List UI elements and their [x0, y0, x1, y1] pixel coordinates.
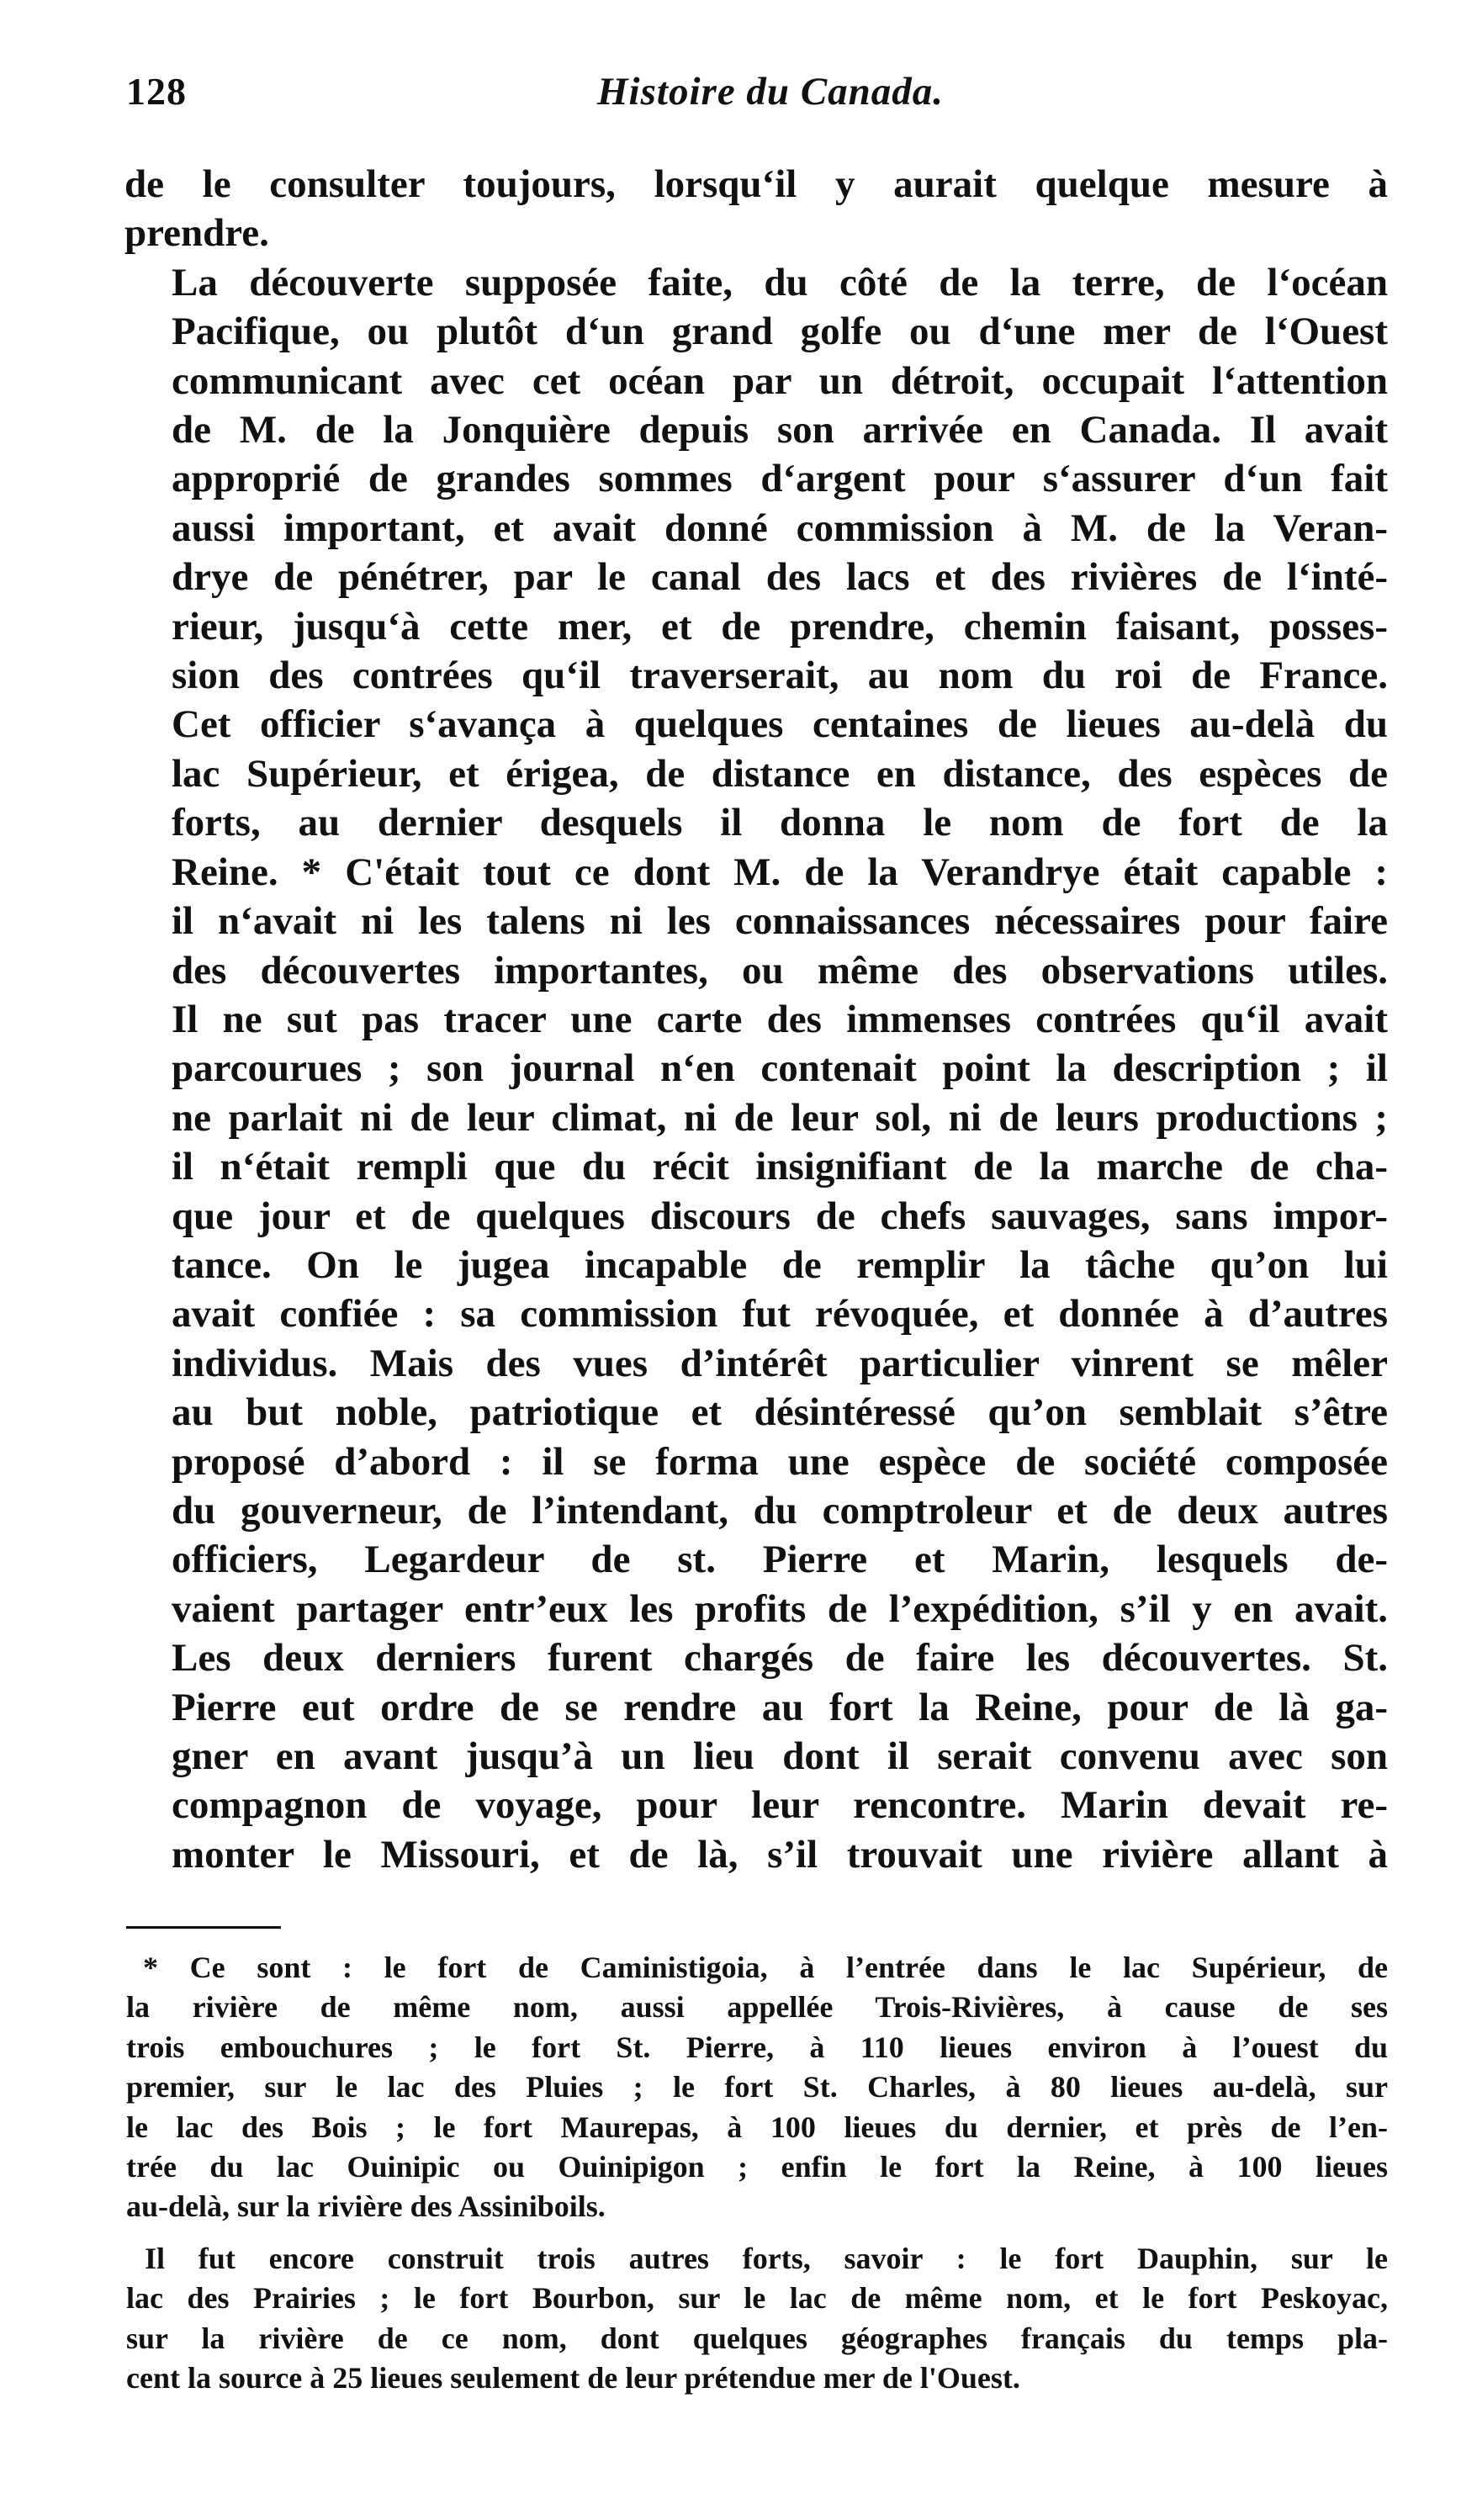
footnote-line: sur la rivière de ce nom, dont quelques géographes français du temps pla-: [126, 2321, 1388, 2355]
footnote-line: le lac des Bois ; le fort Maurepas, à 100 lieues du dernier, et près de l’en-: [126, 2110, 1388, 2144]
text-line: il n‘était rempli que du récit insignifiant de la marche de cha-: [172, 1145, 1388, 1189]
page-number: 128: [126, 70, 187, 113]
text-line: au but noble, patriotique et désintéressé qu’on semblait s’être: [172, 1390, 1388, 1435]
footnote-line: trée du lac Ouinipic ou Ouinipigon ; enfin le fort la Reine, à 100 lieues: [126, 2150, 1388, 2184]
text-line: ne parlait ni de leur climat, ni de leur sol, ni de leurs productions ;: [172, 1095, 1388, 1140]
text-line: Cet officier s‘avança à quelques centaines de lieues au-delà du: [172, 702, 1388, 747]
text-line: vaient partager entr’eux les profits de l’expédition, s’il y en avait.: [172, 1586, 1388, 1631]
footnote-divider: [126, 1926, 281, 1929]
footnote-line: cent la source à 25 lieues seulement de leur prétendue mer de l'Ouest.: [126, 2361, 1020, 2396]
footnote-line: premier, sur le lac des Pluies ; le fort St. Charles, à 80 lieues au-delà, sur: [126, 2070, 1388, 2104]
text-line: individus. Mais des vues d’intérêt particulier vinrent se mêler: [172, 1341, 1388, 1385]
text-line: gner en avant jusqu’à un lieu dont il serait convenu avec son: [172, 1734, 1388, 1778]
text-line: drye de pénétrer, par le canal des lacs et des rivières de l‘inté-: [172, 555, 1388, 600]
text-line: rieur, jusqu‘à cette mer, et de prendre, chemin faisant, posses-: [172, 604, 1388, 649]
text-line: communicant avec cet océan par un détroit, occupait l‘attention: [172, 358, 1388, 403]
footnote-line: lac des Prairies ; le fort Bourbon, sur le lac de même nom, et le fort Peskoyac,: [126, 2281, 1388, 2316]
text-line: que jour et de quelques discours de chefs sauvages, sans impor-: [172, 1194, 1388, 1238]
text-line: du gouverneur, de l’intendant, du comptroleur et de deux autres: [172, 1488, 1388, 1533]
running-title: Histoire du Canada.: [597, 70, 945, 114]
text-line: parcourues ; son journal n‘en contenait point la description ; il: [172, 1046, 1388, 1091]
footnote-line: au-delà, sur la rivière des Assiniboils.: [126, 2189, 606, 2224]
text-line: Pierre eut ordre de se rendre au fort la Reine, pour de là ga-: [172, 1685, 1388, 1729]
text-line: lac Supérieur, et érigea, de distance en distance, des espèces de: [172, 751, 1388, 796]
text-line: La découverte supposée faite, du côté de la terre, de l‘océan: [172, 260, 1388, 304]
page-header: [126, 69, 1388, 128]
text-line: forts, au dernier desquels il donna le nom de fort de la: [172, 801, 1388, 845]
footnote-line: * Ce sont : le fort de Caministigoia, à l’entrée dans le lac Supérieur, de: [143, 1951, 1388, 1984]
footnote-1: [126, 1948, 1388, 2227]
text-line: prendre.: [124, 211, 269, 256]
text-line: monter le Missouri, et de là, s’il trouvait une rivière allant à: [172, 1832, 1388, 1877]
text-line: des découvertes importantes, ou même des observations utiles.: [172, 948, 1388, 993]
text-line: proposé d’abord : il se forma une espèce de société composée: [172, 1439, 1388, 1484]
footnote-line: trois embouchures ; le fort St. Pierre, à 110 lieues environ à l’ouest du: [126, 2030, 1388, 2064]
footnote-line: la rivière de même nom, aussi appellée Trois-Rivières, à cause de ses: [126, 1990, 1388, 2025]
text-line: avait confiée : sa commission fut révoquée, et donnée à d’autres: [172, 1292, 1388, 1337]
text-line: Pacifique, ou plutôt d‘un grand golfe ou d‘une mer de l‘Ouest: [172, 310, 1388, 354]
footnote-line: Il fut encore construit trois autres forts, savoir : le fort Dauphin, sur le: [145, 2241, 1388, 2275]
text-line: Il ne sut pas tracer une carte des immenses contrées qu‘il avait: [172, 997, 1388, 1041]
text-line: sion des contrées qu‘il traverserait, au nom du roi de France.: [172, 654, 1388, 698]
paragraph-1: [124, 160, 1388, 258]
paragraph-2: [124, 258, 1388, 1879]
text-line: officiers, Legardeur de st. Pierre et Marin, lesquels de-: [172, 1538, 1388, 1582]
main-text: [124, 160, 1388, 1879]
text-line: de le consulter toujours, lorsqu‘il y aurait quelque mesure à: [124, 162, 1388, 206]
footnotes: [126, 1948, 1388, 2398]
text-line: tance. On le jugea incapable de remplir la tâche qu’on lui: [172, 1242, 1388, 1287]
text-line: Les deux derniers furent chargés de faire les découvertes. St.: [172, 1636, 1388, 1681]
footnote-2: [126, 2239, 1388, 2399]
text-line: compagnon de voyage, pour leur rencontre. Marin devait re-: [172, 1783, 1388, 1828]
text-line: Reine. * C'était tout ce dont M. de la Verandrye était capable :: [172, 850, 1388, 894]
text-line: aussi important, et avait donné commission à M. de la Veran-: [172, 506, 1388, 550]
text-line: de M. de la Jonquière depuis son arrivée en Canada. Il avait: [172, 408, 1388, 453]
text-line: il n‘avait ni les talens ni les connaissances nécessaires pour faire: [172, 899, 1388, 944]
text-line: approprié de grandes sommes d‘argent pour s‘assurer d‘un fait: [172, 457, 1388, 501]
